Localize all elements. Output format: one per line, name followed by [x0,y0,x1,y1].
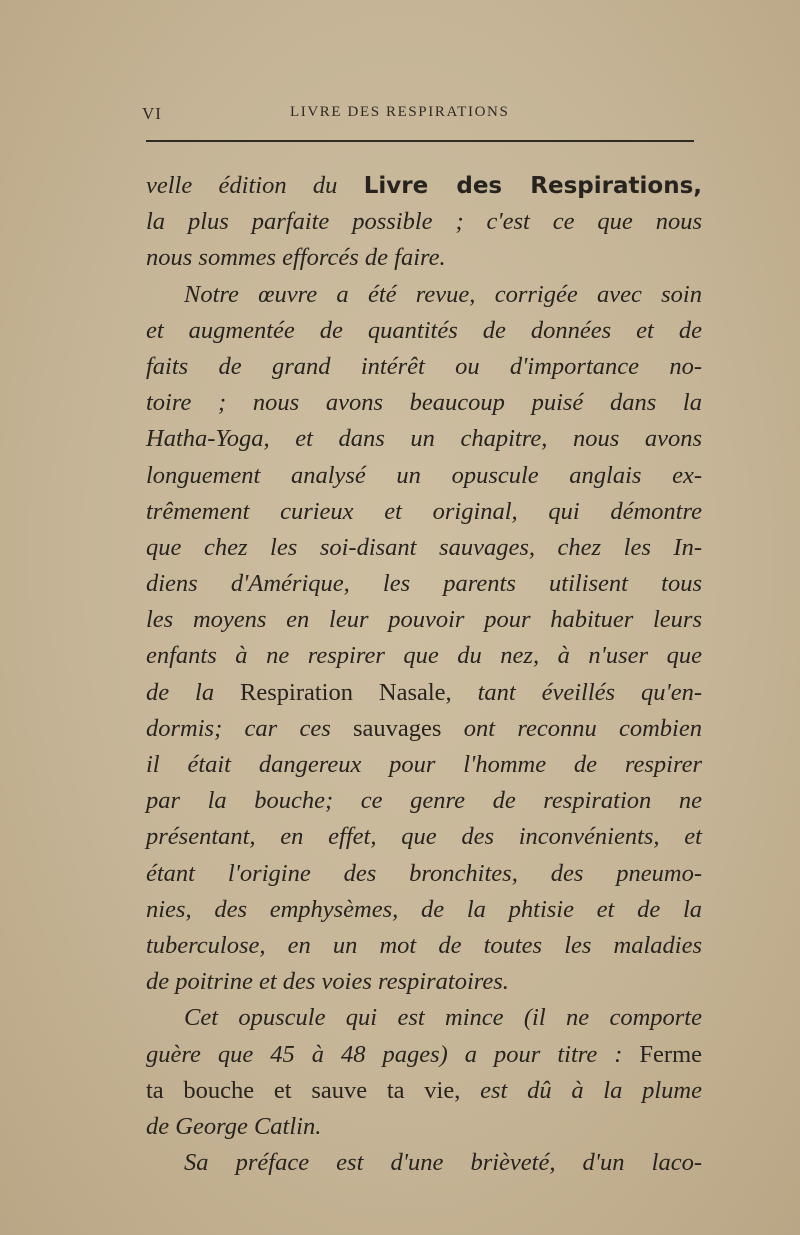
text-line: enfants à ne respirer que du nez, à n'user que [146,642,702,670]
text-line [146,1073,702,1109]
text-line: diens d'Amérique, les parents utilisent tous [146,570,702,598]
text-line: Sa préface est d'une brièveté, d'un laco- [184,1149,702,1177]
text-line: présentant, en effet, que des inconvénients, et [146,823,702,851]
text-line: Notre œuvre a été revue, corrigée avec soin [184,280,702,308]
text-line: les moyens en leur pouvoir pour habituer leurs [146,606,702,634]
text-run: guère que 45 à 48 pages) a pour titre : [146,1040,623,1068]
header-rule [146,140,694,142]
text-line [146,168,702,204]
text-line: faits de grand intérêt ou d'importance no- [146,352,702,380]
text-run-roman: sauvages [353,714,442,742]
text-line: Cet opuscule qui est mince (il ne comporte [184,1004,702,1032]
text-line: et augmentée de quantités de données et de [146,316,702,344]
book-title: Livre des Respirations, [363,173,702,199]
text-line [146,1037,702,1073]
text-run: est dû à la plume [480,1076,702,1104]
text-run-roman: ta bouche et sauve ta vie, [146,1076,461,1104]
text-line: toire ; nous avons beaucoup puisé dans la [146,389,702,417]
text-line: par la bouche; ce genre de respiration ne [146,787,702,815]
text-line: longuement analysé un opuscule anglais ex- [146,461,702,489]
page-number: VI [142,104,162,123]
text-run: de la [146,678,215,706]
text-run-roman: Ferme [639,1040,702,1068]
text-line: que chez les soi-disant sauvages, chez les In- [146,533,702,561]
text-line: étant l'origine des bronchites, des pneumo- [146,859,702,887]
text-line: de George Catlin. [146,1112,322,1140]
text-line: trêmement curieux et original, qui démontre [146,497,702,525]
text-line: tuberculose, en un mot de toutes les maladies [146,931,702,959]
page-header [142,104,694,128]
text-line: il était dangereux pour l'homme de respirer [146,751,702,778]
text-line: Hatha-Yoga, et dans un chapitre, nous avons [146,425,702,453]
text-run: ont reconnu combien [463,714,702,742]
text-line: de poitrine et des voies respiratoires. [146,968,509,996]
text-run: velle édition du [146,172,338,199]
text-run: dormis; car ces [146,714,331,742]
text-line [146,675,702,711]
text-line: la plus parfaite possible ; c'est ce que nous [146,208,702,236]
text-line: nies, des emphysèmes, de la phtisie et de la [146,895,702,923]
text-line: nous sommes efforcés de faire. [146,244,446,272]
running-head: LIVRE DES RESPIRATIONS [290,104,510,120]
text-run-roman: Respiration Nasale, [240,678,452,706]
text-line [146,711,702,747]
text-run: tant éveillés qu'en- [477,678,703,706]
body-text [146,168,712,1181]
